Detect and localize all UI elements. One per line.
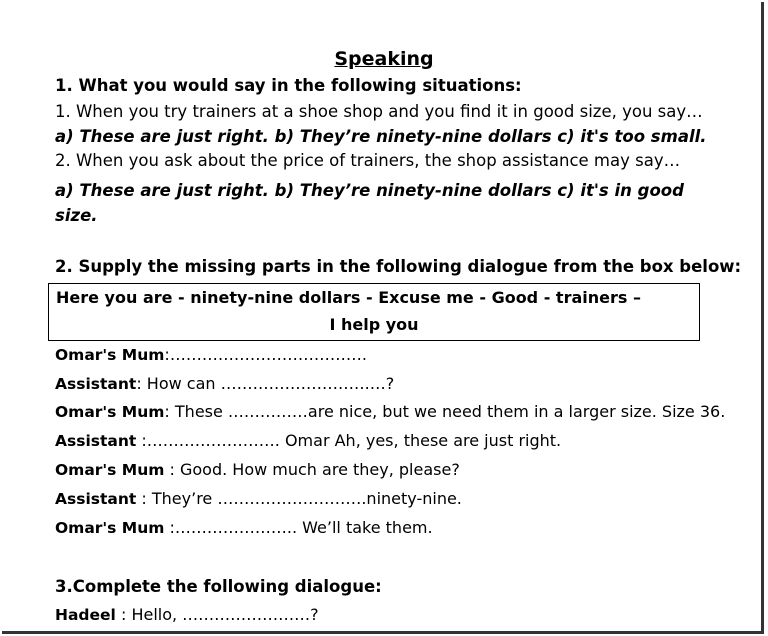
dialogue-text: : How can ……………………….…? xyxy=(136,374,395,393)
q1-item-2: 2. When you ask about the price of trainers, the shop assistance may say… xyxy=(55,151,681,170)
dialogue-line xyxy=(55,374,394,393)
dialogue-text: : Good. How much are they, please? xyxy=(164,460,460,479)
dialogue-text: : These ……………are nice, but we need them in a larger size. Size 36. xyxy=(164,402,726,421)
q1-heading: 1. What you would say in the following situations: xyxy=(55,76,522,95)
dialogue-line xyxy=(55,402,725,421)
q1-item-2-options-line2: size. xyxy=(55,206,98,225)
q1-item-1-options: a) These are just right. b) They’re ninety-nine dollars c) it's too small. xyxy=(55,127,707,146)
q3-dialogue-line xyxy=(55,605,319,624)
page-title: Speaking xyxy=(334,48,434,70)
dialogue-line xyxy=(55,345,367,364)
q1-item-2-options-line1: a) These are just right. b) They’re ninety-nine dollars c) it's in good xyxy=(55,181,684,200)
q1-item-1: 1. When you try trainers at a shoe shop and you find it in good size, you say… xyxy=(55,102,703,121)
dialogue-text: : They’re ……………………….ninety-nine. xyxy=(136,489,462,508)
speaker: Assistant xyxy=(55,490,137,508)
q3-heading: 3.Complete the following dialogue: xyxy=(55,577,382,596)
speaker: Assistant xyxy=(55,375,137,393)
word-box-line-1: Here you are - ninety-nine dollars - Excuse me - Good - trainers – xyxy=(56,288,641,307)
dialogue-text: :………………….. We’ll take them. xyxy=(164,518,433,537)
speaker: Assistant xyxy=(55,432,137,450)
speaker: Omar's Mum xyxy=(55,519,165,537)
dialogue-text: :……………………. Omar Ah, yes, these are just right. xyxy=(136,431,562,450)
speaker: Omar's Mum xyxy=(55,403,165,421)
word-box-line-2: I help you xyxy=(329,315,419,334)
word-box xyxy=(48,283,700,341)
speaker: Hadeel xyxy=(55,606,116,624)
dialogue-line xyxy=(55,489,462,508)
dialogue-text: :………………………………. xyxy=(164,345,367,364)
dialogue-line xyxy=(55,431,561,450)
dialogue-text: : Hello, ……………………? xyxy=(115,605,319,624)
q2-heading: 2. Supply the missing parts in the following dialogue from the box below: xyxy=(55,257,742,276)
dialogue-line xyxy=(55,518,433,537)
speaker: Omar's Mum xyxy=(55,461,165,479)
speaker: Omar's Mum xyxy=(55,346,165,364)
dialogue-line xyxy=(55,460,460,479)
